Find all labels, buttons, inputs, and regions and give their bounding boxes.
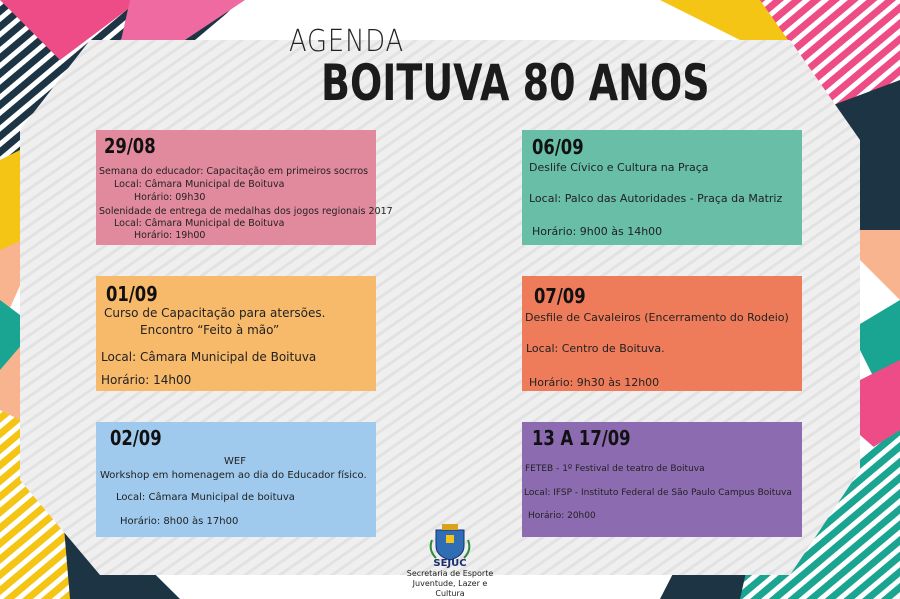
event-line: Deslife Cívico e Cultura na Praça: [529, 161, 709, 174]
event-line: Local: Câmara Municipal de Boituva: [114, 179, 285, 190]
event-line: FETEB - 1º Festival de teatro de Boituva: [525, 464, 705, 474]
event-date: 29/08: [104, 134, 156, 158]
agenda-heading: AGENDA: [289, 24, 405, 59]
event-line: Desfile de Cavaleiros (Encerramento do Rodeio): [525, 311, 789, 324]
event-date: 13 A 17/09: [532, 426, 631, 450]
event-card-1317: [522, 422, 802, 537]
event-line: Horário: 14h00: [101, 373, 192, 387]
event-line: Horário: 09h30: [134, 192, 206, 203]
sejuc-logo: [400, 522, 500, 599]
event-date: 01/09: [106, 282, 158, 306]
event-line: Local: IFSP - Instituto Federal de São Paulo Campus Boituva: [524, 488, 792, 498]
event-line: Local: Câmara Municipal de boituva: [116, 492, 295, 503]
logo-line-1: Secretaria de Esporte: [406, 569, 494, 578]
event-date: 02/09: [110, 426, 162, 450]
event-line: Horário: 20h00: [528, 511, 596, 521]
logo-line-2: Juventude, Lazer e Cultura: [412, 579, 488, 598]
event-line: Local: Câmara Municipal de Boituva: [101, 350, 317, 364]
logo-name: SEJUC: [433, 558, 467, 569]
event-line: Workshop em homenagem ao dia do Educador físico.: [100, 470, 367, 481]
event-card-0609: [522, 130, 802, 245]
event-date: 06/09: [532, 135, 584, 159]
event-line: WEF: [224, 456, 246, 467]
event-line: Semana do educador: Capacitação em primeiros socrros: [99, 166, 369, 177]
event-line: Horário: 9h00 às 14h00: [532, 225, 663, 238]
event-card-0209: [96, 422, 376, 537]
event-line: Horário: 8h00 às 17h00: [120, 516, 239, 527]
event-line: Curso de Capacitação para atersões.: [104, 306, 326, 320]
event-card-0109: [96, 276, 376, 391]
event-line: Local: Palco das Autoridades - Praça da Matriz: [529, 192, 783, 205]
event-line: Horário: 9h30 às 12h00: [529, 376, 660, 389]
event-date: 07/09: [534, 284, 586, 308]
event-card-0709: [522, 276, 802, 391]
event-line: Solenidade de entrega de medalhas dos jogos regionais 2017: [99, 206, 393, 217]
event-line: Local: Câmara Municipal de Boituva: [114, 218, 285, 229]
event-line: Horário: 19h00: [134, 230, 206, 241]
event-line: Encontro “Feito à mão”: [140, 323, 280, 337]
event-line: Local: Centro de Boituva.: [526, 342, 665, 355]
event-card-2908: [96, 130, 393, 245]
page-title: BOITUVA 80 ANOS: [321, 54, 710, 112]
